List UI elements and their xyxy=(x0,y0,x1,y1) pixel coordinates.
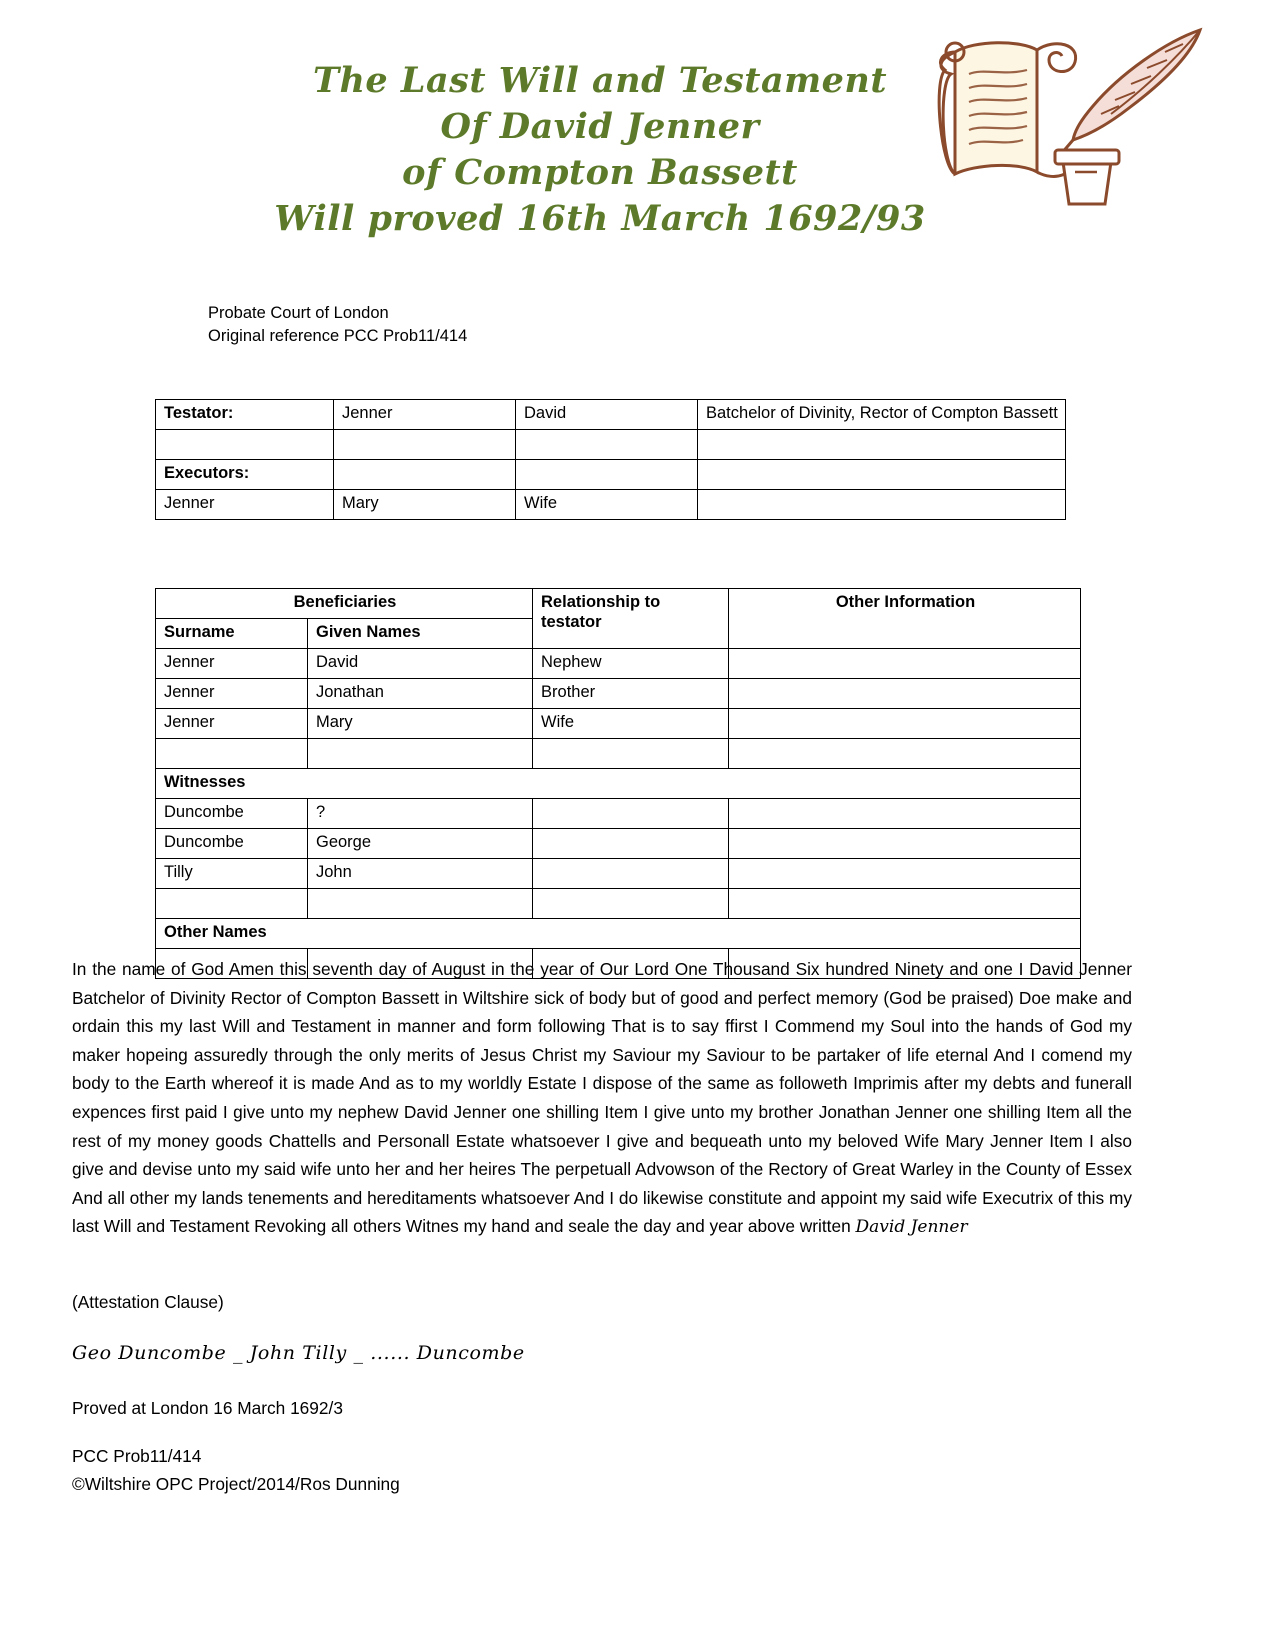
witness-given-name xyxy=(308,889,533,919)
table-row xyxy=(156,679,1081,709)
executors-empty-cell xyxy=(516,460,698,490)
beneficiary-given-name: Mary xyxy=(308,709,533,739)
executors-empty-cell xyxy=(698,460,1066,490)
court-info xyxy=(208,302,467,348)
witness-given-name: ? xyxy=(308,799,533,829)
table-row xyxy=(156,460,1066,490)
executors-label: Executors: xyxy=(156,460,334,490)
testator-given-name: David xyxy=(516,400,698,430)
beneficiary-relationship: Brother xyxy=(533,679,729,709)
table-row xyxy=(156,859,1081,889)
testator-table xyxy=(155,399,1066,520)
table-row xyxy=(156,400,1066,430)
will-transcription xyxy=(72,955,1132,1242)
original-reference: Original reference PCC Prob11/414 xyxy=(208,327,468,345)
beneficiary-surname xyxy=(156,739,308,769)
beneficiary-relationship: Wife xyxy=(533,709,729,739)
table-section-row xyxy=(156,919,1081,949)
witness-surname: Tilly xyxy=(156,859,308,889)
testator-label: Testator: xyxy=(156,400,334,430)
title-line-3: of Compton Bassett xyxy=(402,152,798,193)
witness-surname: Duncombe xyxy=(156,799,308,829)
table-row xyxy=(156,739,1081,769)
beneficiary-other xyxy=(729,739,1081,769)
scroll-quill-icon xyxy=(915,22,1215,222)
beneficiary-relationship xyxy=(533,739,729,769)
attestation-clause: (Attestation Clause) xyxy=(72,1292,224,1312)
testator-description: Batchelor of Divinity, Rector of Compton Bassett xyxy=(698,400,1066,430)
table-row xyxy=(156,889,1081,919)
header-surname: Surname xyxy=(156,619,308,649)
table-row xyxy=(156,490,1066,520)
table-row xyxy=(156,649,1081,679)
table-row xyxy=(156,799,1081,829)
footer-reference: PCC Prob11/414 xyxy=(72,1446,202,1466)
table-section-row xyxy=(156,769,1081,799)
will-body-text: In the name of God Amen this seventh day of August in the year of Our Lord One Thousand Six hundred Ninety and one I David Jenner Batchelor of Divinity Rector of Compton Bassett in Wiltshire sick of body but of good and perfect memory (God be praised) Doe make and ordain this my last Will and Testament in manner and form following That is to say ffirst I Commend my Soul into the hands of God my maker hopeing assuredly through the only merits of Jesus Christ my Saviour my Saviour to be partaker of life eternal And I comend my body to the Earth whereof it is made And as to my worldly Estate I dispose of the same as followeth Imprimis after my debts and funerall expences first paid I give unto my nephew David Jenner one shilling Item I give unto my brother Jonathan Jenner one shilling Item all the rest of my money goods Chattells and Personall Estate whatsoever I give and bequeath unto my beloved Wife Mary Jenner Item I also give and devise unto my said wife unto her and her heires The perpetuall Advowson of the Rectory of Great Warley in the County of Essex And all other my lands tenements and hereditaments whatsoever And I do likewise constitute and appoint my said wife Executrix of this my last Will and Testament Revoking all others Witnes my hand and seale the day and year above written xyxy=(72,959,1132,1237)
beneficiaries-table xyxy=(155,588,1081,979)
witness-relationship xyxy=(533,829,729,859)
header-given-names: Given Names xyxy=(308,619,533,649)
beneficiary-surname: Jenner xyxy=(156,709,308,739)
proved-statement: Proved at London 16 March 1692/3 xyxy=(72,1398,343,1418)
witness-signatures: Geo Duncombe _ John Tilly _ ...... Duncombe xyxy=(72,1342,525,1364)
executors-empty-cell xyxy=(334,460,516,490)
table-row xyxy=(156,709,1081,739)
footer-copyright: ©Wiltshire OPC Project/2014/Ros Dunning xyxy=(72,1474,400,1494)
witness-relationship xyxy=(533,859,729,889)
witness-relationship xyxy=(533,889,729,919)
table-row xyxy=(156,829,1081,859)
executor-surname: Jenner xyxy=(156,490,334,520)
witness-other xyxy=(729,829,1081,859)
executor-relationship: Wife xyxy=(516,490,698,520)
witness-other xyxy=(729,859,1081,889)
witness-given-name: George xyxy=(308,829,533,859)
footer xyxy=(72,1442,400,1498)
spacer-cell xyxy=(698,430,1066,460)
beneficiary-other xyxy=(729,709,1081,739)
title-line-1: The Last Will and Testament xyxy=(312,60,888,101)
header-beneficiaries: Beneficiaries xyxy=(156,589,533,619)
title-line-2: Of David Jenner xyxy=(440,106,760,147)
beneficiary-given-name xyxy=(308,739,533,769)
witness-other xyxy=(729,799,1081,829)
spacer-cell xyxy=(156,430,334,460)
table-header-row xyxy=(156,589,1081,619)
beneficiary-other xyxy=(729,679,1081,709)
witness-other xyxy=(729,889,1081,919)
spacer-cell xyxy=(516,430,698,460)
witness-surname: Duncombe xyxy=(156,829,308,859)
table-row xyxy=(156,430,1066,460)
beneficiary-given-name: Jonathan xyxy=(308,679,533,709)
beneficiary-other xyxy=(729,649,1081,679)
executor-other xyxy=(698,490,1066,520)
header-relationship: Relationship to testator xyxy=(533,589,729,649)
beneficiary-surname: Jenner xyxy=(156,649,308,679)
beneficiary-given-name: David xyxy=(308,649,533,679)
court-name: Probate Court of London xyxy=(208,304,389,322)
witness-given-name: John xyxy=(308,859,533,889)
witness-relationship xyxy=(533,799,729,829)
testator-signature: David Jenner xyxy=(855,1217,968,1238)
testator-surname: Jenner xyxy=(334,400,516,430)
witness-surname xyxy=(156,889,308,919)
section-witnesses: Witnesses xyxy=(156,769,1081,799)
spacer-cell xyxy=(334,430,516,460)
beneficiary-relationship: Nephew xyxy=(533,649,729,679)
section-other-names: Other Names xyxy=(156,919,1081,949)
beneficiary-surname: Jenner xyxy=(156,679,308,709)
header-other-information: Other Information xyxy=(729,589,1081,649)
title-line-4: Will proved 16th March 1692/93 xyxy=(274,198,926,239)
executor-given-name: Mary xyxy=(334,490,516,520)
